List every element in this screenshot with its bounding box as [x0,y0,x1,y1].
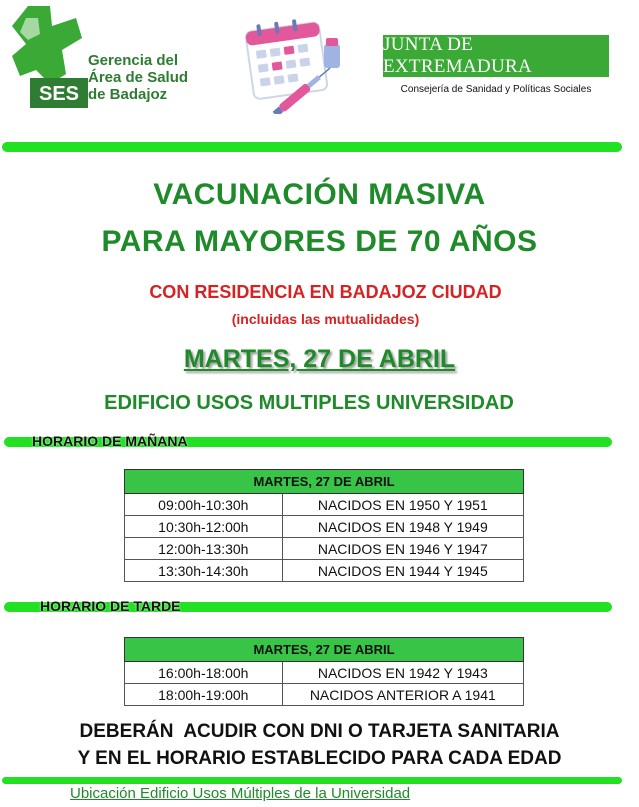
time-cell: 10:30h-12:00h [125,516,283,538]
time-cell: 13:30h-14:30h [125,560,283,582]
morning-table-header: MARTES, 27 DE ABRIL [125,470,524,494]
header-divider [2,142,622,152]
table-row [125,516,524,538]
junta-subtitle: Consejería de Sanidad y Políticas Sociales [400,84,592,95]
notice-line-2: Y EN EL HORARIO ESTABLECIDO PARA CADA EDAD [77,748,562,769]
ses-org-line-3: de Badajoz [88,86,168,103]
time-cell: 12:00h-13:30h [125,538,283,560]
event-date: MARTES, 27 DE ABRIL [183,345,456,373]
junta-logo [383,35,609,77]
group-cell: NACIDOS EN 1942 Y 1943 [282,662,523,684]
ses-logo [6,4,88,108]
location-link[interactable]: Ubicación Edificio Usos Múltiples de la Universidad [70,785,411,802]
table-row [125,538,524,560]
group-cell: NACIDOS ANTERIOR A 1941 [282,684,523,706]
title-line-1: VACUNACIÓN MASIVA [153,178,486,211]
afternoon-schedule-table [124,637,524,706]
morning-label: HORARIO DE MAÑANA [32,433,188,449]
group-cell: NACIDOS EN 1950 Y 1951 [282,494,523,516]
ses-logo-text: SES [38,83,80,105]
table-row [125,684,524,706]
group-cell: NACIDOS EN 1944 Y 1945 [282,560,523,582]
ses-organization [88,52,188,103]
time-cell: 09:00h-10:30h [125,494,283,516]
notice-line-1: DEBERÁN ACUDIR CON DNI O TARJETA SANITARIA [79,721,560,742]
time-cell: 18:00h-19:00h [125,684,283,706]
morning-schedule-table [124,469,524,582]
table-row [125,662,524,684]
table-row [125,560,524,582]
title-line-2: PARA MAYORES DE 70 AÑOS [101,225,538,258]
footer-divider [2,777,622,784]
residence-note: (incluidas las mutualidades) [231,311,420,327]
calendar-vaccine-icon [236,14,348,114]
requirements-notice [0,718,639,772]
residence-requirement: CON RESIDENCIA EN BADAJOZ CIUDAD [149,282,502,302]
group-cell: NACIDOS EN 1946 Y 1947 [282,538,523,560]
time-cell: 16:00h-18:00h [125,662,283,684]
ses-org-line-2: Área de Salud [88,69,189,86]
table-row [125,494,524,516]
venue: EDIFICIO USOS MULTIPLES UNIVERSIDAD [104,392,514,414]
afternoon-table-header: MARTES, 27 DE ABRIL [125,638,524,662]
afternoon-label: HORARIO DE TARDE [40,598,181,614]
ses-org-line-1: Gerencia del [88,52,179,69]
group-cell: NACIDOS EN 1948 Y 1949 [282,516,523,538]
junta-title: JUNTA DE EXTREMADURA [383,34,532,77]
